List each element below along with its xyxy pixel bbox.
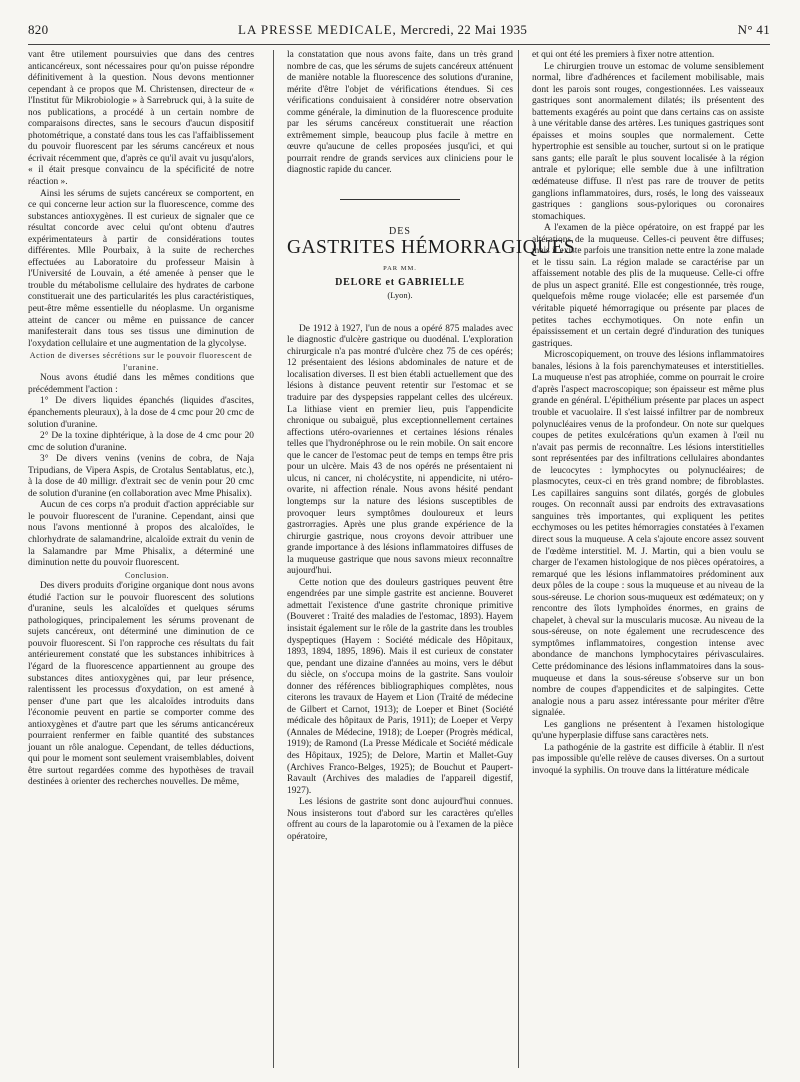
- paragraph: Aucun de ces corps n'a produit d'action appréciable sur le pouvoir fluorescent de l'uranine. Cependant, ainsi que nous l'avons mentionné à propos des alcaloïdes, le chlorhydrate de salamandrine, alcaloïde extrait du venin de la Salamandre par Mme Phisalix, a déterminé une diminution nette du pouvoir fluorescent.: [28, 500, 254, 569]
- page-header: [28, 22, 770, 40]
- paragraph: vant être utilement poursuivies que dans des centres anticancéreux, sont nécessaires pour qu'on puisse répondre définitivement à la question. Nous devons mentionner cependant à ce propos que M. Christensen, directeur de « l'Institut für Mikrobiologie » à Sarrebruck qui, à la suite de nos publications, a procédé à un certain nombre de comparaisons directes, sans le secours d'aucun dispositif photométrique, a constaté dans tous les cas l'affaiblissement du pouvoir fluorescent par les sérums cancéreux et nous écrivait récemment que, d'après ce qu'il avait vu jusqu'alors, « il était presque convaincu de la spécificité de notre réaction ».: [28, 50, 254, 188]
- column-middle: [287, 50, 576, 1070]
- list-item: 2° De la toxine diphtérique, à la dose de 4 cmc pour 20 cmc de solution d'uranine.: [28, 431, 254, 453]
- paragraph: Ainsi les sérums de sujets cancéreux se comportent, en ce qui concerne leur action sur la fluorescence, comme des substances antioxygènes. Il est curieux de signaler que ce résultat concorde avec celui qu'ont obtenu d'autres expérimentateurs à partir de considérations toutes différentes. Mlle Pourbaix, à la suite de recherches effectuées au Laboratoire du professeur Maisin à l'Université de Louvain, a été amenée à penser que le trouble du métabolisme cellulaire des hydrates de carbone constituerait une des particularités les plus caractéristiques, peut-être même essentielle du néoplasme. Un organisme atteint de cancer ou même en puissance de cancer manifesterait dans tous ses tissus une diminution de l'oxydation cellulaire et une augmentation de la glycolyse.: [28, 188, 254, 349]
- paragraph: De 1912 à 1927, l'un de nous a opéré 875 malades avec le diagnostic d'ulcère gastrique ou duodénal. L'exploration chirurgicale n'a pas montré d'ulcère chez 75 de ces opérés; 12 présentaient des lésions abdominales de nature et de localisation diverses. Il est bien établi actuellement que des lésions à distance peuvent retentir sur l'estomac et se traduire par des dyspepsies rappelant celles des ulcéreux. La lithiase vient en premier lieu, puis l'appendicite chronique ou subaiguë, plus exceptionnellement certaines affections utéro-ovariennes et certaines lésions rénales telles que l'hydronéphrose ou le rein mobile. On sait encore que le cancer de l'estomac peut de temps en temps être pris pour un ulcère. Mais 43 de nos opérés ne présentaient ni ulcus, ni cancer, ni cholécystite, ni appendicite, ni utéro-ovarite, ni affection rénale. Nous avons hésité pendant longtemps sur la nature des lésions susceptibles de provoquer leurs symptômes douloureux et leurs gastrorragies. Après une plus grande expérience de la chirurgie gastrique, nous croyons devoir attribuer une grande importance à des lésions inflammatoires diffuses de la muqueuse gastrique que nous savons mieux reconnaître aujourd'hui.: [287, 323, 513, 577]
- conclusion-heading: Conclusion.: [125, 570, 169, 580]
- paragraph: Le chirurgien trouve un estomac de volume sensiblement normal, libre d'adhérences et facilement mobilisable, mais dont les parois sont rouges, congestionnées. Les vaisseaux gastriques sont anormalement dilatés; ils présentent des battements exagérés au point que dans certains cas on assiste à une véritable danse des artères. Les tuniques gastriques sont épaisses et moins souples que normalement. Cette hypertrophie est sensible au toucher, surtout si on le pratique sans gants; elle paraît le plus souvent localisée à la région antrale et pylorique; elle semble due à une infiltration œdémateuse diffuse. Il n'est pas rare de trouver de petits ganglions inflammatoires, durs, rosés, le long des vaisseaux gastriques : ganglions sous-pyloriques ou coronaires stomachiques.: [532, 61, 764, 222]
- column-divider: [273, 50, 274, 1068]
- paragraph: Les lésions de gastrite sont donc aujourd'hui connues. Nous insisterons tout d'abord sur les caractères qu'elles offrent au cours de la laparotomie ou à l'examen de la pièce opératoire,: [287, 797, 513, 842]
- paragraph: la constatation que nous avons faite, dans un très grand nombre de cas, que les sérums de sujets cancéreux atténuent de manière notable la fluorescence des solutions d'uranine, mérite d'être l'objet de vérifications étendues. Si ces vérifications conduisaient à considérer notre observation comme générale, la diminution de la fluorescence produite par les sérums cancéreux constituerait une réaction extrêmement simple, beaucoup plus facile à mettre en œuvre qu'aucune de celles proposées jusqu'ici, et qui pourrait rendre de grands services aux cliniciens pour le diagnostic rapide du cancer.: [287, 50, 513, 176]
- paragraph: Cette notion que des douleurs gastriques peuvent être engendrées par une simple gastrite est ancienne. Bouveret admettait l'existence d'une gastrite chronique primitive (Bouveret : Traité des maladies de l'estomac, 1893). Hayem insistait également sur le rôle de la gastrite dans les troubles dyspeptiques (Hayem : Société médicale des Hôpitaux, 1893, 1894, 1895, 1896). Mais il est curieux de constater que, pendant une dizaine d'années au moins, vers le début du siècle, on s'occupa moins de la gastrite. Sans vouloir donner des références bibliographiques complètes, nous citerons les travaux de Hayem et Lion (Traité de médecine de Gilbert et Carnot, 1913); de Loeper et Binet (Société médicale des hôpitaux de Paris, 1911); de Loeper et Verpy (Annales de Médecine, 1918); de Loeper (Progrès médical, 1919); de Ramond (La Presse Médicale et Société médicale des Hôpitaux, 1925); de Delore, Martin et Mallet-Guy (Archives Franco-Belges, 1925); de Bouchut et Paupert-Ravault (Archives des maladies de l'appareil digestif, 1927).: [287, 577, 513, 796]
- column-right: [532, 50, 764, 1070]
- column-divider: [518, 50, 519, 1068]
- paragraph: Microscopiquement, on trouve des lésions inflammatoires banales, lésions à la fois parenchymateuses et interstitielles. La muqueuse n'est pas atrophiée, comme on pourrait le croire d'après l'aspect macroscopique; son épaisseur est même plus grande en général. L'épithélium présente par places un aspect trouble et vacuolaire. Il s'est laissé infiltrer par de nombreux polynucléaires venus de la profondeur. On note sur quelques coupes de petites exulcérations qu'un examen à l'œil nu n'avait pas permis de reconnaître. Les lésions interstitielles sont représentées par des infiltrations cellulaires abondantes de leucocytes : lymphocytes ou polynucléaires; de plasmocytes, ceux-ci en très grand nombre; de fibroblastes. Les capillaires sanguins sont dilatés, gorgés de globules rouges. On reconnaît aussi par endroits des extravasations sanguines très importantes, qui expliquent les petites ecchymoses ou les petites hémorragies constatées à l'examen direct sous la muqueuse. A cela s'ajoute encore assez souvent de l'œdème interstitiel. M. J. Martin, qui a bien voulu se charger de l'examen histologique de nos pièces opératoires, a remarqué que les lésions inflammatoires prédominent aux deux pôles de la coupe : sous la muqueuse et au niveau de la sous-séreuse. Le chorion sous-muqueux est œdémateux; on y rencontre des îlots lymphoïdes énormes, en grains de chapelet, à cheval sur la muscularis mucosæ. Au niveau de la sous-séreuse, on note également une recrudescence des symptômes inflammatoires, congestion intense avec abondance de manchons lymphocytaires périvasculaires. Cette prédominance des lésions inflammatoires dans la sous-muqueuse et dans la sous-séreuse s'observe sur un bon nombre de coupes d'appendicites et de salpingites. Cette analogie nous a paru assez intéressante pour mériter d'être signalée.: [532, 350, 764, 719]
- paragraph: Les ganglions ne présentent à l'examen histologique qu'une hyperplasie diffuse sans caractères nets.: [532, 719, 764, 742]
- paragraph: La pathogénie de la gastrite est difficile à établir. Il n'est pas impossible qu'elle relève de causes diverses. On a surtout invoqué la syphilis. On trouve dans la littérature médicale: [532, 742, 764, 776]
- byline-prefix: PAR MM.: [383, 265, 417, 273]
- paragraph: Des divers produits d'origine organique dont nous avons étudié l'action sur le pouvoir fluorescent des solutions d'uranine, seuls les alcaloïdes et quelques sérums pathologiques, principalement les sérums provenant de sujets cancéreux, ont déterminé une diminution de ce pouvoir fluorescent. Si l'on rapproche ces résultats du fait antérieurement constaté que les substances inhibitrices à l'égard de la fluorescence appartiennent au groupe des substances dites antioxygènes qui, par leur présence, ralentissent les processus d'oxydation, on est amené à penser d'une part que les alcaloïdes introduits dans l'économie peuvent en partie se comporter comme des antioxygènes et d'autre part que les sérums anticancéreux pourraient renfermer en faible quantité des substances jouant un rôle analogue. Cependant, de telles déductions, qui pour le moment sont seulement vraisemblables, doivent être surtout regardées comme des hypothèses de travail destinées à orienter des recherches nouvelles. De même,: [28, 581, 254, 788]
- author-city: (Lyon).: [387, 290, 413, 301]
- page-number: 820: [28, 22, 49, 37]
- list-item: 3° De divers venins (venins de cobra, de Naja Tripudians, de Vipera Aspis, de Crotalus Sentablatus, etc.), à la dose de 40 milligr. d'extrait sec de venin pour 20 cmc de solution d'uranine (en collaboration avec Mme Phisalix).: [28, 454, 254, 499]
- article-separator: [340, 199, 460, 200]
- journal-title: [238, 22, 527, 38]
- journal-name: LA PRESSE MEDICALE,: [238, 22, 397, 37]
- paragraph: A l'examen de la pièce opératoire, on est frappé par les altérations de la muqueuse. Celles-ci peuvent être diffuses; mais il existe parfois une transition nette entre la zone malade et le tissu sain. La région malade se caractérise par un affaissement notable des plis de la muqueuse. Celle-ci offre de plus un aspect granité. Elle est congestionnée, très rouge, quelquefois même rouge violacée; elle est parsemée d'un véritable piqueté hémorragique ou présente par places de petites taches ecchymotiques. On note enfin un épaississement et un certain degré d'induration des tuniques gastriques.: [532, 223, 764, 349]
- section-heading: Action de diverses sécrétions sur le pouvoir fluorescent de l'uranine.: [29, 351, 253, 372]
- list-item: 1° De divers liquides épanchés (liquides d'ascites, épanchements pleuraux), à la dose de 4 cmc pour 20 cmc de solution d'uranine.: [28, 396, 254, 430]
- paragraph: Nous avons étudié dans les mêmes conditions que précédemment l'action :: [28, 373, 254, 395]
- paragraph: et qui ont été les premiers à fixer notre attention.: [532, 50, 715, 60]
- issue-number: N° 41: [737, 22, 770, 37]
- column-left: [28, 50, 254, 1070]
- article-title: GASTRITES HÉMORRAGIQUES: [287, 236, 576, 258]
- article-prefix: DES: [389, 226, 411, 238]
- issue-date: Mercredi, 22 Mai 1935: [400, 22, 528, 37]
- article-authors: DELORE et GABRIELLE: [335, 276, 465, 288]
- header-rule: [28, 44, 770, 45]
